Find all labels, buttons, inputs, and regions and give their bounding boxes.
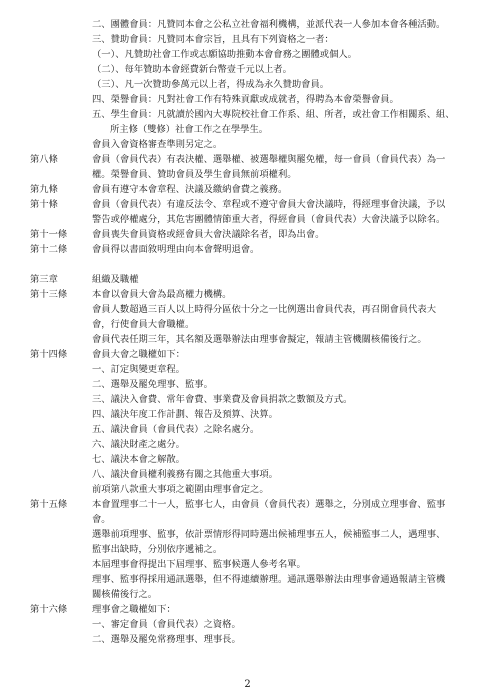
text-line — [30, 632, 465, 647]
text-line — [30, 227, 465, 242]
article-label — [30, 77, 92, 92]
line-text: 會員有遵守本會章程、決議及繳納會費之義務。 — [92, 184, 288, 195]
article-label — [30, 167, 92, 182]
line-text: 會員入會資格審查準則另定之。 — [92, 139, 223, 150]
text-line — [30, 302, 465, 317]
text-line — [30, 617, 465, 632]
text-line — [30, 272, 465, 287]
line-text: 監事出缺時，分別依序遞補之。 — [92, 544, 223, 555]
text-line — [30, 602, 465, 617]
text-line — [30, 422, 465, 437]
text-line — [30, 407, 465, 422]
line-text: 會。 — [92, 514, 111, 525]
article-label: 第八條 — [30, 154, 58, 165]
text-line — [30, 17, 465, 32]
text-line — [30, 92, 465, 107]
article-label: 第十一條 — [30, 229, 68, 240]
section-gap — [30, 257, 465, 272]
article-label: 第十三條 — [30, 289, 68, 300]
line-text: 理事、監事得採用通訊選舉，但不得連續辦理。通訊選舉辦法由理事會通過報請主管機 — [92, 574, 446, 585]
line-text: 會，行使會員大會職權。 — [92, 319, 195, 330]
article-label: 第十條 — [30, 199, 58, 210]
line-text: 七、議決本會之解散。 — [92, 454, 185, 465]
text-line — [30, 587, 465, 602]
line-text: 會員人數超過三百人以上時得分區依十分之一比例選出會員代表，再召開會員代表大 — [92, 304, 436, 315]
article-label — [30, 122, 92, 137]
text-line — [30, 482, 465, 497]
article-label — [30, 17, 92, 32]
line-text: 二、選舉及罷免理事、監事。 — [92, 379, 213, 390]
line-text: 二、選舉及罷免常務理事、理事長。 — [92, 634, 241, 645]
article-label — [30, 437, 92, 452]
text-line — [30, 122, 465, 137]
line-text: 會員得以書面敘明理由向本會聲明退會。 — [92, 244, 260, 255]
line-text: 會員（會員代表）有違反法令、章程或不遵守會員大會決議時，得經理事會決議，予以 — [92, 199, 446, 210]
article-label — [30, 32, 92, 47]
line-text: 八、議決會員權利義務有關之其他重大事項。 — [92, 469, 278, 480]
article-label — [30, 92, 92, 107]
text-line — [30, 242, 465, 257]
text-line — [30, 557, 465, 572]
text-line — [30, 77, 465, 92]
text-line — [30, 467, 465, 482]
article-label: 第三章 — [30, 274, 58, 285]
page-number: 2 — [244, 679, 251, 690]
line-text: 組織及職權 — [92, 274, 139, 285]
article-label — [30, 452, 92, 467]
text-line — [30, 317, 465, 332]
article-label — [30, 617, 92, 632]
line-text: 會員（會員代表）有表決權、選舉權、被選舉權與罷免權，每一會員（會員代表）為一 — [92, 154, 446, 165]
article-label — [30, 482, 92, 497]
line-text: 本屆理事會得提出下屆理事、監事候選人參考名單。 — [92, 559, 306, 570]
article-label — [30, 212, 92, 227]
line-text: 會員喪失會員資格或經會員大會決議除名者，即為出會。 — [92, 229, 325, 240]
article-label — [30, 392, 92, 407]
text-line — [30, 287, 465, 302]
line-text: 警告或停權處分，其危害團體情節重大者，得經會員（會員代表）大會決議予以除名。 — [92, 214, 446, 225]
line-text: （二）、每年贊助本會經費新台幣壹千元以上者。 — [92, 64, 292, 75]
text-line — [30, 512, 465, 527]
article-label — [30, 587, 92, 602]
line-text: 六、議決財產之處分。 — [92, 439, 185, 450]
article-label — [30, 317, 92, 332]
text-line — [30, 392, 465, 407]
line-text: 會員大會之職權如下： — [92, 349, 185, 360]
text-line — [30, 347, 465, 362]
text-line — [30, 377, 465, 392]
line-text: 理事會之職權如下： — [92, 604, 176, 615]
line-text: 本會置理事二十一人，監事七人，由會員（會員代表）選舉之，分別成立理事會、監事 — [92, 499, 446, 510]
line-text: 四、榮譽會員：凡對社會工作有特殊貢獻或成就者，得聘為本會榮譽會員。 — [92, 94, 399, 105]
line-text: 會員代表任期三年，其名額及選舉辦法由理事會擬定，報請主管機關核備後行之。 — [92, 334, 427, 345]
text-line — [30, 452, 465, 467]
line-text: 前項第八款重大事項之範圍由理事會定之。 — [92, 484, 269, 495]
line-text: 選舉前項理事、監事，依計票情形得同時選出候補理事五人，候補監事二人，遇理事、 — [92, 529, 446, 540]
text-line — [30, 182, 465, 197]
article-label — [30, 422, 92, 437]
text-line — [30, 332, 465, 347]
line-text: 五、學生會員：凡就讀於國內大專院校社會工作系、組、所者，或社會工作相關系、組、 — [92, 109, 455, 120]
article-label — [30, 47, 92, 62]
article-label: 第十四條 — [30, 349, 68, 360]
line-text: 四、議決年度工作計劃、報告及預算、決算。 — [92, 409, 278, 420]
article-label: 第十二條 — [30, 244, 68, 255]
article-label — [30, 332, 92, 347]
text-line — [30, 527, 465, 542]
article-label — [30, 107, 92, 122]
line-text: 五、議決會員（會員代表）之除名處分。 — [92, 424, 260, 435]
text-line — [30, 212, 465, 227]
article-label — [30, 302, 92, 317]
article-label — [30, 542, 92, 557]
text-line — [30, 152, 465, 167]
line-text: 一、審定會員（會員代表）之資格。 — [92, 619, 241, 630]
text-line — [30, 572, 465, 587]
text-line — [30, 137, 465, 152]
line-text: 權。榮譽會員、贊助會員及學生會員無前項權利。 — [92, 169, 297, 180]
article-label — [30, 527, 92, 542]
line-text: 二、團體會員：凡贊同本會之公私立社會福利機構，並派代表一人參加本會各種活動。 — [92, 19, 446, 30]
text-line — [30, 437, 465, 452]
text-line — [30, 362, 465, 377]
document-body — [30, 17, 465, 647]
line-text: 三、議決入會費、常年會費、事業費及會員捐款之數額及方式。 — [92, 394, 353, 405]
line-text: 本會以會員大會為最高權力機構。 — [92, 289, 232, 300]
article-label — [30, 467, 92, 482]
article-label — [30, 407, 92, 422]
article-label: 第九條 — [30, 184, 58, 195]
text-line — [30, 32, 465, 47]
line-text: 一、訂定與變更章程。 — [92, 364, 185, 375]
article-label — [30, 512, 92, 527]
text-line — [30, 542, 465, 557]
text-line — [30, 107, 465, 122]
article-label: 第十六條 — [30, 604, 68, 615]
text-line — [30, 62, 465, 77]
line-text: 三、贊助會員：凡贊同本會宗旨，且具有下列資格之一者： — [92, 34, 334, 45]
text-line — [30, 497, 465, 512]
text-line — [30, 167, 465, 182]
text-line — [30, 197, 465, 212]
article-label: 第十五條 — [30, 499, 68, 510]
article-label — [30, 632, 92, 647]
article-label — [30, 557, 92, 572]
line-text: 關核備後行之。 — [92, 589, 158, 600]
article-label — [30, 377, 92, 392]
line-text: 所主修（雙修）社會工作之在學學生。 — [110, 124, 269, 135]
article-label — [30, 362, 92, 377]
line-text: （一）、凡贊助社會工作或志願協助推動本會會務之團體或個人。 — [92, 49, 357, 60]
article-label — [30, 572, 92, 587]
text-line — [30, 47, 465, 62]
article-label — [30, 137, 92, 152]
article-label — [30, 62, 92, 77]
line-text: （三）、凡一次贊助參萬元以上者，得成為永久贊助會員。 — [92, 79, 330, 90]
